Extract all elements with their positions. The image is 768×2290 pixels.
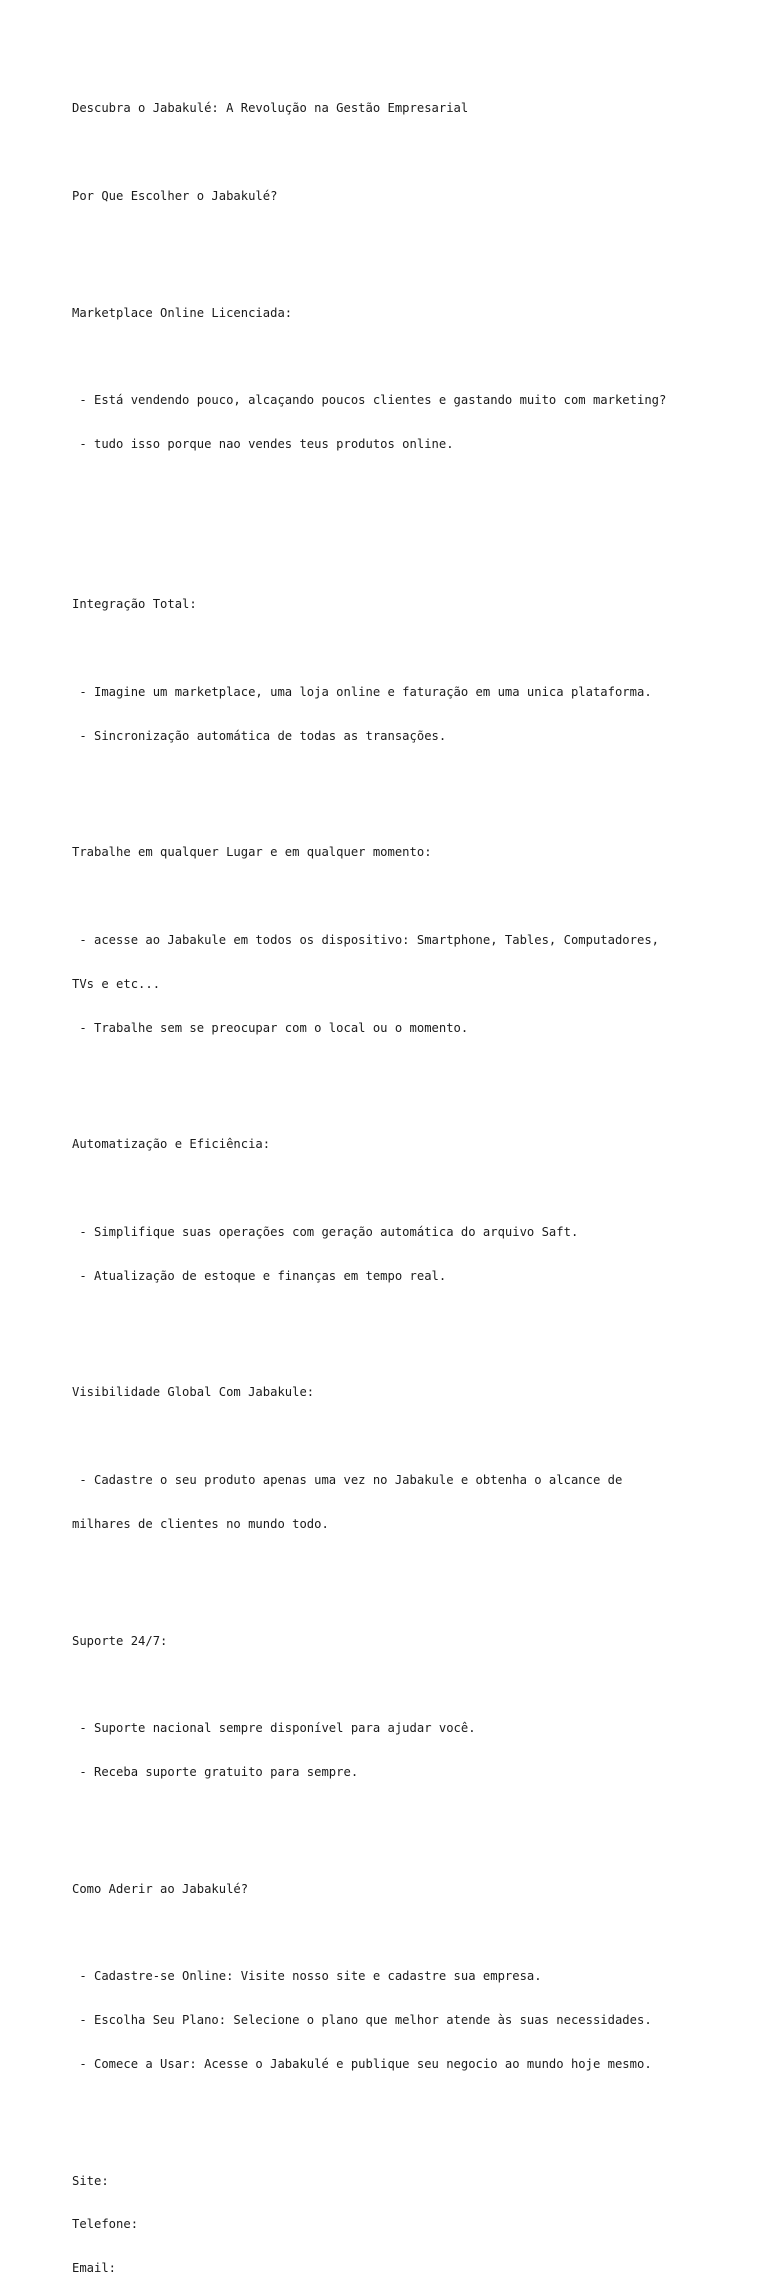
section-heading: Integração Total: [72,597,197,612]
section-heading: Suporte 24/7: [72,1633,168,1648]
bullet-line: - tudo isso porque nao vendes teus produtos online. [72,436,454,451]
section-heading: Automatização e Eficiência: [72,1137,271,1152]
bullet-line: - Imagine um marketplace, uma loja online e faturação em uma unica plataforma. [72,684,652,699]
bullet-line: - Simplifique suas operações com geração automática do arquivo Saft. [72,1224,579,1239]
bullet-line: - Cadastre o seu produto apenas uma vez no Jabakule e obtenha o alcance de [72,1473,623,1487]
bullet-line: - Escolha Seu Plano: Selecione o plano que melhor atende às suas necessidades. [72,2012,652,2027]
section-heading: Visibilidade Global Com Jabakule: [72,1385,315,1400]
bullet-line: - Cadastre-se Online: Visite nosso site e cadastre sua empresa. [72,1969,542,1984]
bullet-line: - acesse ao Jabakule em todos os dispositivo: Smartphone, Tables, Computadores, [72,933,659,948]
section-heading: Como Aderir ao Jabakulé? [72,1881,249,1896]
bullet-line: - Está vendendo pouco, alcaçando poucos clientes e gastando muito com marketing? [72,393,667,408]
bullet-line: - Comece a Usar: Acesse o Jabakulé e publique seu negocio ao mundo hoje mesmo. [72,2056,652,2071]
bullet-line: - Trabalhe sem se preocupar com o local ou o momento. [72,1020,469,1035]
section-heading: Trabalhe em qualquer Lugar e em qualquer momento: [72,845,432,860]
contact-phone-label: Telefone: [72,2217,139,2232]
bullet-line: - Sincronização automática de todas as transações. [72,728,447,743]
bullet-line: TVs e etc... [72,976,161,991]
why-heading: Por Que Escolher o Jabakulé? [72,188,278,203]
bullet-line: - Atualização de estoque e finanças em tempo real. [72,1268,447,1283]
section-heading: Marketplace Online Licenciada: [72,305,293,320]
contact-email-label: Email: [72,2261,117,2276]
document-page [72,72,732,2290]
bullet-line: - Suporte nacional sempre disponível para ajudar você. [72,1721,476,1736]
bullet-line: milhares de clientes no mundo todo. [72,1516,329,1531]
contact-site-label: Site: [72,2173,109,2188]
document-title: Descubra o Jabakulé: A Revolução na Gestão Empresarial [72,101,469,116]
bullet-line: - Receba suporte gratuito para sempre. [72,1764,359,1779]
